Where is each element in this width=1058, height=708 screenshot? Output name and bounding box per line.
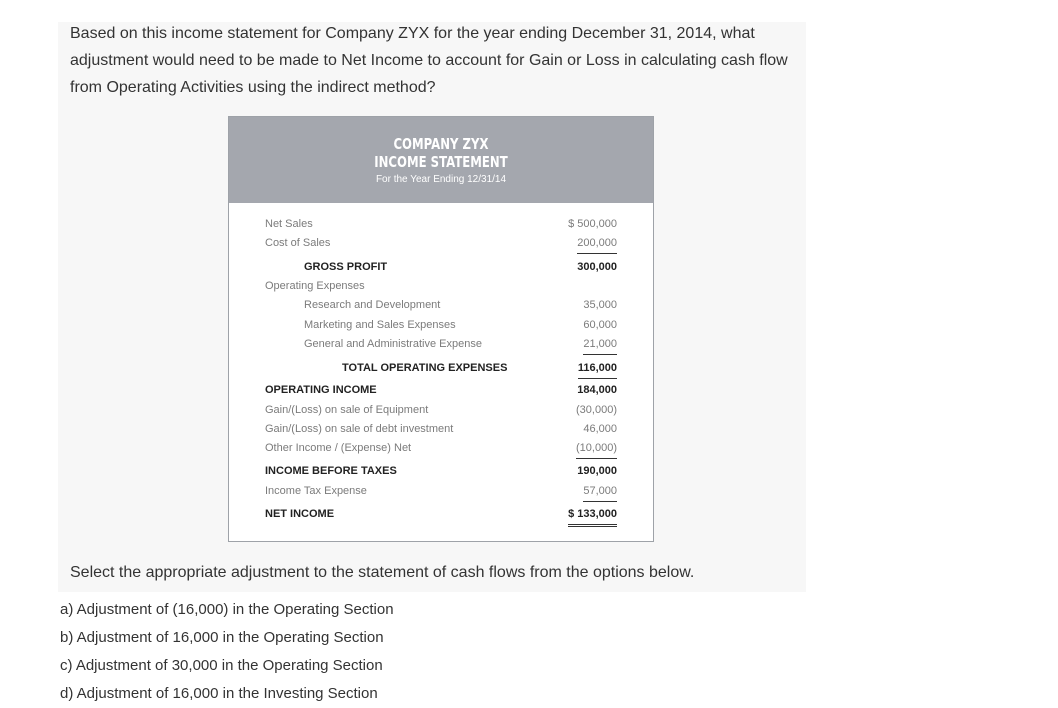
row-label: Gain/(Loss) on sale of Equipment [265, 404, 429, 416]
row-label: General and Administrative Expense [304, 338, 482, 350]
row-value: 21,000 [583, 335, 617, 355]
statement-row [229, 316, 653, 335]
statement-row [229, 420, 653, 439]
row-value: 57,000 [583, 482, 617, 502]
statement-row [229, 277, 653, 296]
row-label: Net Sales [265, 218, 313, 230]
statement-title: INCOME STATEMENT [374, 153, 508, 171]
question-text: Based on this income statement for Company ZYX for the year ending December 31, 2014, what adjustment would need to be made to Net Income to account for Gain or Loss in calculating cash flow from Operating Activities using the indirect method? [70, 25, 788, 96]
row-label: Research and Development [304, 299, 441, 311]
statement-row [229, 482, 653, 501]
option-a[interactable]: a) Adjustment of (16,000) in the Operating Section [60, 601, 394, 618]
statement-period: For the Year Ending 12/31/14 [375, 174, 507, 185]
option-c[interactable]: c) Adjustment of 30,000 in the Operating Section [60, 657, 383, 674]
row-label: NET INCOME [265, 508, 335, 520]
statement-row [229, 215, 653, 234]
row-value: 60,000 [583, 319, 617, 331]
row-label: OPERATING INCOME [265, 384, 377, 396]
statement-row [229, 359, 653, 378]
statement-row [229, 258, 653, 277]
row-label: Marketing and Sales Expenses [304, 319, 456, 331]
row-label: Income Tax Expense [265, 485, 367, 497]
row-label: INCOME BEFORE TAXES [265, 465, 397, 477]
row-label: GROSS PROFIT [304, 261, 388, 273]
statement-row [229, 401, 653, 420]
row-value: 116,000 [578, 359, 617, 379]
row-label: Cost of Sales [265, 237, 331, 249]
income-statement [228, 116, 654, 542]
row-value: 190,000 [577, 465, 617, 477]
row-value: $ 500,000 [568, 218, 617, 230]
statement-row [229, 439, 653, 458]
row-value: 35,000 [583, 299, 617, 311]
row-value: 184,000 [577, 384, 617, 396]
row-label: Gain/(Loss) on sale of debt investment [265, 423, 454, 435]
option-b[interactable]: b) Adjustment of 16,000 in the Operating Section [60, 629, 384, 646]
row-label: Other Income / (Expense) Net [265, 442, 412, 454]
option-d[interactable]: d) Adjustment of 16,000 in the Investing Section [60, 685, 378, 702]
statement-row [229, 296, 653, 315]
statement-row [229, 335, 653, 354]
statement-row [229, 381, 653, 400]
answer-options [60, 596, 394, 708]
row-label: Operating Expenses [265, 280, 365, 292]
prompt-text: Select the appropriate adjustment to the statement of cash flows from the options below. [70, 564, 695, 581]
statement-header [229, 117, 653, 203]
row-value: 46,000 [583, 423, 617, 435]
row-value: 200,000 [577, 234, 617, 254]
statement-row [229, 505, 653, 524]
row-value: (30,000) [576, 404, 617, 416]
row-value: $ 133,000 [568, 505, 617, 527]
statement-row [229, 234, 653, 253]
company-name: COMPANY ZYX [393, 135, 489, 153]
row-label: TOTAL OPERATING EXPENSES [342, 362, 508, 374]
statement-row [229, 462, 653, 481]
row-value: 300,000 [577, 261, 617, 273]
row-value: (10,000) [576, 439, 617, 459]
